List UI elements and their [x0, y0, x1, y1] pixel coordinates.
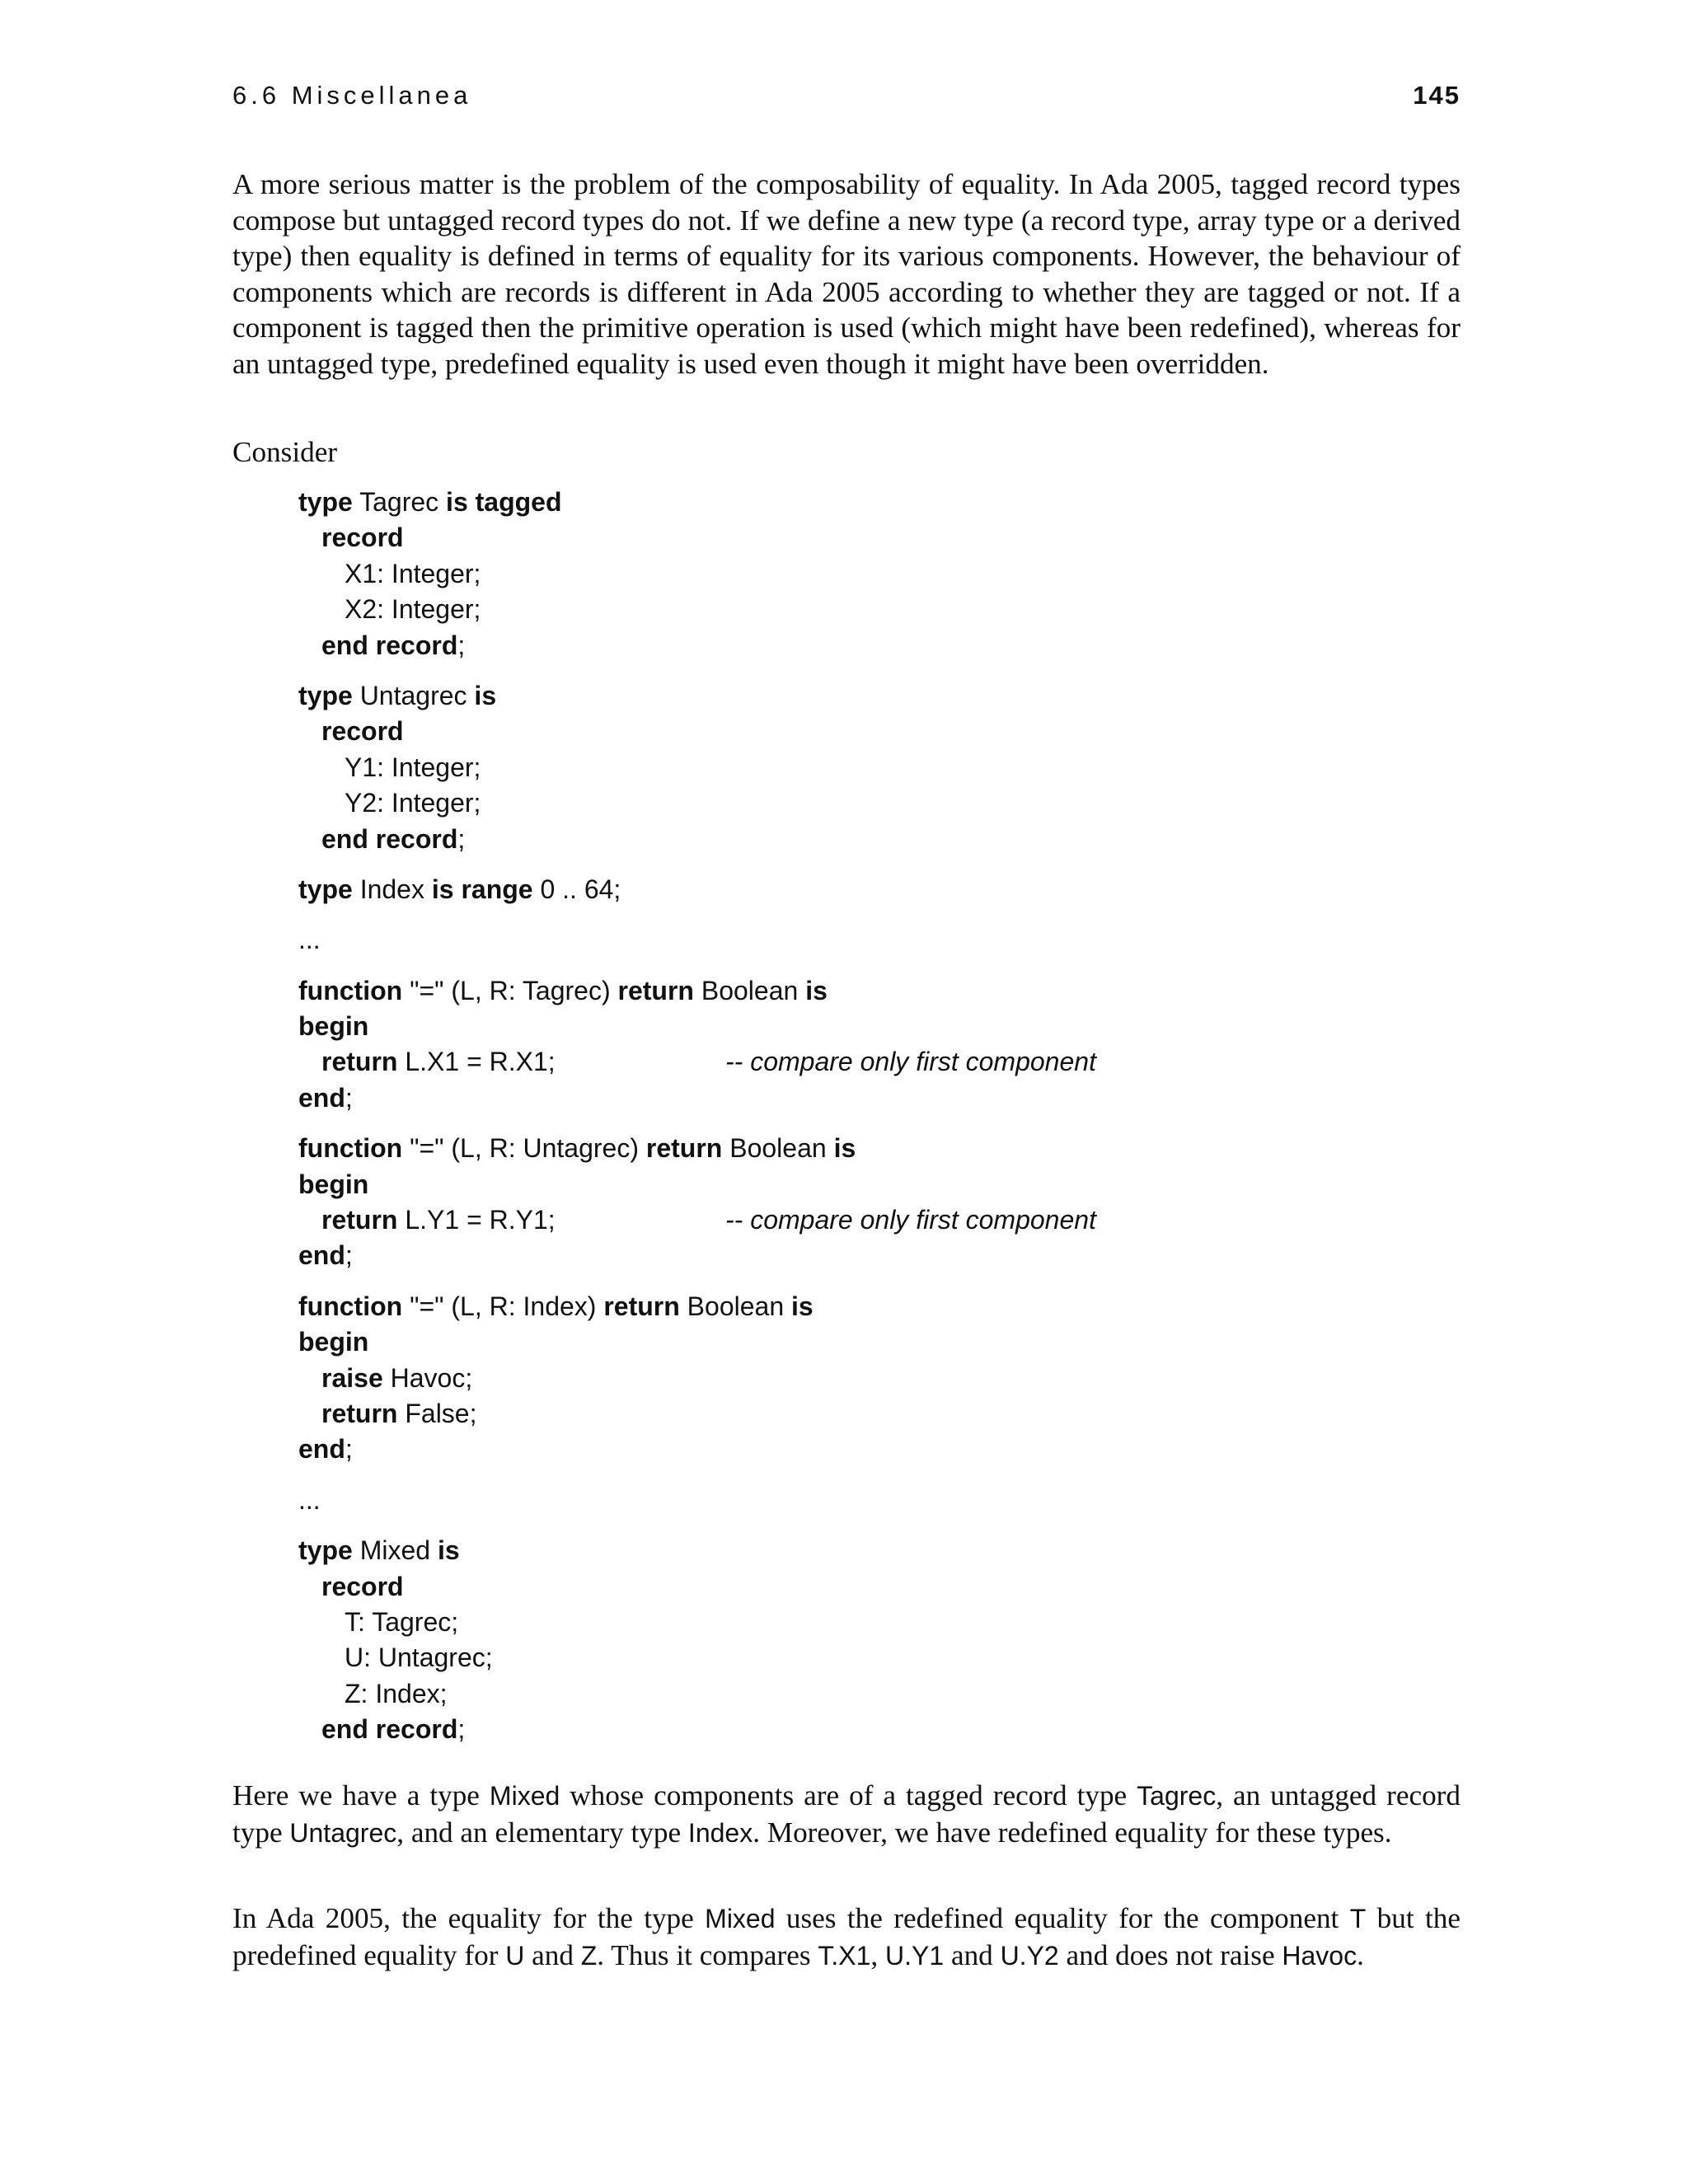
text-run: ,	[870, 1938, 886, 1971]
inline-code: Index	[687, 1817, 753, 1848]
code-keyword: record	[321, 1571, 404, 1601]
code-line	[298, 485, 1287, 520]
code-keyword: type	[298, 680, 353, 710]
code-keyword: end record	[321, 630, 458, 660]
text-run: .	[1357, 1938, 1364, 1971]
code-keyword: is	[833, 1133, 856, 1164]
code-line	[298, 678, 1287, 714]
inline-code: Z	[580, 1940, 598, 1971]
paragraph-composability: A more serious matter is the problem of the composability of equality. In Ada 2005, tagged record types compose but untagged record types do not. If we define a new type (a record type, array type or a derived type) then equality is defined in terms of equality for its various components. However, the behaviour of components which are records is different in Ada 2005 according to whether they are tagged or not. If a component is tagged then the primitive operation is used (which might have been redefined), whereas for an untagged type, predefined equality is used even though it might have been overridden.	[232, 168, 1461, 380]
code-text: Z: Index;	[345, 1678, 448, 1708]
code-line	[298, 520, 1287, 555]
code-keyword: function	[298, 1291, 403, 1321]
code-comment: -- compare only first component	[725, 1205, 1096, 1235]
inline-code: Untagrec	[289, 1817, 397, 1848]
code-line	[298, 1396, 1287, 1432]
code-keyword: end	[298, 1240, 345, 1271]
inline-code: Tagrec	[1137, 1781, 1217, 1811]
code-keyword: is range	[431, 874, 533, 904]
code-text: Y2: Integer;	[345, 788, 481, 818]
inline-code: U.Y1	[885, 1940, 945, 1971]
code-text: T: Tagrec;	[345, 1606, 459, 1637]
code-text: "=" (L, R: Index)	[402, 1291, 604, 1321]
code-keyword: return	[321, 1398, 398, 1428]
code-line	[298, 1432, 1287, 1467]
code-text: ;	[345, 1240, 353, 1271]
code-text: Boolean	[679, 1291, 791, 1321]
code-keyword: end record	[321, 1714, 458, 1745]
code-text: ;	[457, 1714, 466, 1745]
inline-code: U.Y2	[1000, 1940, 1059, 1971]
code-text: Y1: Integer;	[345, 752, 481, 782]
text-run: whose components are of a tagged record type	[560, 1779, 1137, 1811]
code-ellipsis: ...	[298, 1484, 321, 1515]
code-keyword: is tagged	[446, 487, 562, 517]
inline-code: Mixed	[705, 1904, 776, 1933]
code-line	[298, 750, 1287, 785]
code-line	[298, 1712, 1287, 1747]
code-keyword: begin	[298, 1327, 369, 1357]
code-keyword: return	[603, 1291, 680, 1321]
code-keyword: type	[298, 874, 353, 904]
code-keyword: begin	[298, 1169, 369, 1199]
code-keyword: end record	[321, 823, 458, 854]
code-line	[298, 592, 1287, 627]
code-line	[298, 1044, 1287, 1080]
code-line	[298, 1361, 1287, 1396]
code-text: "=" (L, R: Tagrec)	[402, 975, 618, 1005]
code-line	[298, 785, 1287, 821]
code-identifier: Tagrec	[352, 487, 447, 517]
code-line	[298, 1533, 1287, 1568]
inline-code: T.X1	[818, 1940, 871, 1971]
code-keyword: function	[298, 1133, 403, 1164]
code-comment: -- compare only first component	[725, 1047, 1096, 1077]
code-line	[298, 1131, 1287, 1166]
code-line	[298, 1009, 1287, 1044]
code-text: 0 .. 64;	[532, 874, 621, 904]
code-text: ;	[457, 823, 466, 854]
code-line	[298, 1080, 1287, 1116]
code-keyword: is	[474, 680, 497, 710]
code-line	[298, 1640, 1287, 1675]
code-text: X2: Integer;	[345, 594, 481, 625]
code-keyword: return	[617, 975, 694, 1005]
code-text: "=" (L, R: Untagrec)	[402, 1133, 646, 1164]
code-text: X1: Integer;	[345, 558, 481, 588]
code-line	[298, 628, 1287, 663]
code-keyword: end	[298, 1434, 345, 1465]
text-run: Here we have a type	[232, 1779, 490, 1811]
code-text: U: Untagrec;	[345, 1643, 493, 1673]
code-text: ;	[345, 1434, 353, 1465]
text-run: and	[524, 1938, 581, 1971]
text-run: uses the redefined equality for the component	[775, 1902, 1350, 1934]
paragraph-ada2005-equality	[232, 1900, 1461, 1974]
code-listing	[298, 485, 1287, 1748]
code-keyword: return	[321, 1047, 398, 1077]
text-run: and	[944, 1938, 1001, 1971]
code-keyword: end	[298, 1082, 345, 1113]
code-line	[298, 1238, 1287, 1273]
paragraph-consider: Consider	[232, 436, 338, 468]
code-line	[298, 1202, 1287, 1238]
code-line	[298, 556, 1287, 592]
code-keyword: is	[437, 1535, 460, 1566]
code-line	[298, 1605, 1287, 1640]
code-line	[298, 1569, 1287, 1605]
inline-code: T	[1349, 1904, 1367, 1933]
inline-code: Mixed	[489, 1781, 560, 1811]
code-text: ;	[345, 1082, 353, 1113]
code-text: False;	[397, 1398, 477, 1428]
code-keyword: return	[321, 1205, 398, 1235]
code-keyword: type	[298, 487, 353, 517]
code-line	[298, 714, 1287, 749]
code-line	[298, 1676, 1287, 1712]
running-header	[232, 81, 1461, 117]
code-identifier: Index	[352, 874, 432, 904]
code-keyword: function	[298, 975, 403, 1005]
code-identifier: Mixed	[352, 1535, 438, 1566]
code-line	[298, 1167, 1287, 1202]
code-text: Boolean	[722, 1133, 834, 1164]
code-text: L.X1 = R.X1;	[397, 1047, 556, 1077]
code-line	[298, 822, 1287, 857]
paragraph-mixed-type	[232, 1778, 1461, 1851]
code-keyword: raise	[321, 1362, 383, 1393]
code-text: Boolean	[693, 975, 806, 1005]
text-run: , an untagged record type	[232, 1779, 1461, 1849]
code-keyword: begin	[298, 1011, 369, 1042]
inline-code: U	[505, 1940, 525, 1971]
code-line	[298, 1289, 1287, 1324]
code-identifier: Untagrec	[352, 680, 475, 710]
text-run: . Moreover, we have redefined equality for these types.	[753, 1816, 1392, 1849]
code-keyword: return	[645, 1133, 723, 1164]
text-run: but the predefined equality for	[232, 1902, 1461, 1971]
code-keyword: is	[791, 1291, 814, 1321]
inline-code: Havoc	[1282, 1940, 1357, 1971]
text-run: . Thus it compares	[597, 1938, 818, 1971]
code-text: ;	[457, 630, 466, 660]
page-number: 145	[1413, 81, 1461, 110]
code-keyword: record	[321, 716, 404, 747]
code-ellipsis: ...	[298, 925, 321, 955]
code-keyword: is	[805, 975, 828, 1005]
section-label: 6.6 Miscellanea	[232, 81, 472, 110]
code-line	[298, 973, 1287, 1009]
code-line	[298, 1324, 1287, 1360]
text-run: , and an elementary type	[396, 1816, 688, 1849]
code-keyword: type	[298, 1535, 353, 1566]
code-keyword: record	[321, 523, 404, 553]
code-text: L.Y1 = R.Y1;	[397, 1205, 556, 1235]
code-line	[298, 872, 1287, 907]
text-run: and does not raise	[1058, 1938, 1282, 1971]
code-text: Havoc;	[382, 1362, 473, 1393]
text-run: In Ada 2005, the equality for the type	[232, 1902, 706, 1934]
